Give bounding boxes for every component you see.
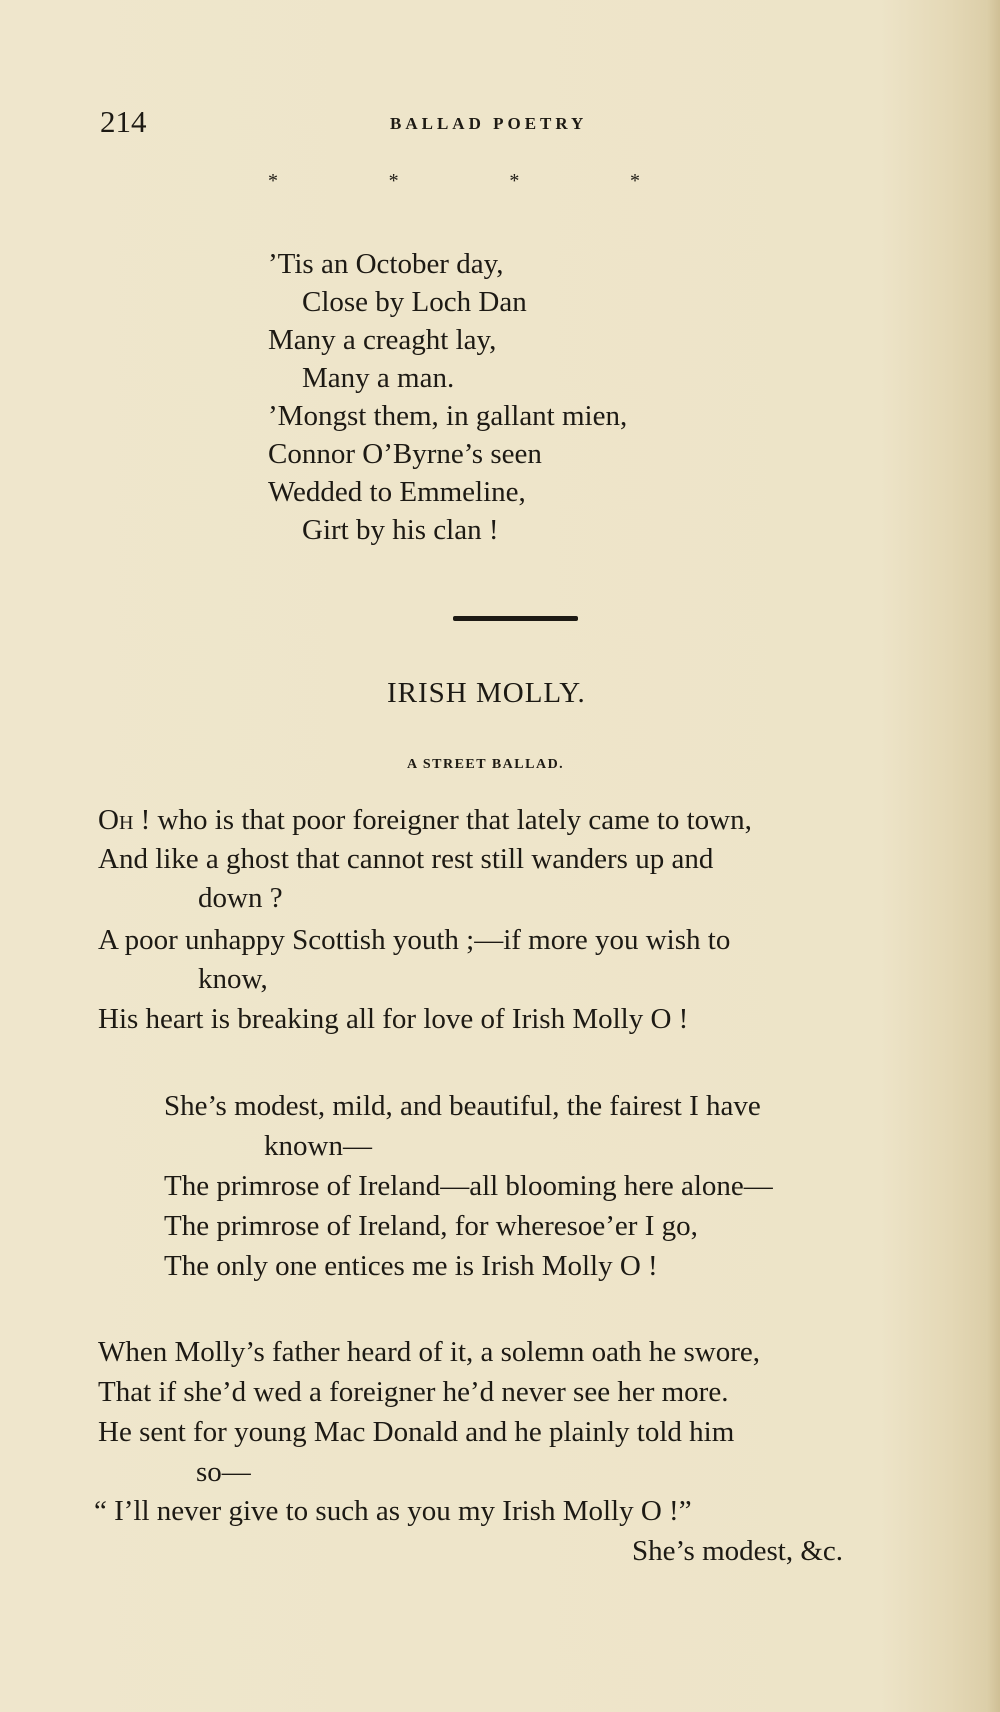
section-star: * [388, 170, 399, 192]
poem-line: ’Mongst them, in gallant mien, [268, 400, 628, 432]
poem-line: Wedded to Emmeline, [268, 476, 526, 508]
stanza-line [98, 804, 752, 837]
stanza-opening-word: Oh [98, 804, 134, 836]
chorus-line: The primrose of Ireland—all blooming here alone— [164, 1170, 773, 1202]
chorus-line: She’s modest, mild, and beautiful, the fairest I have [164, 1090, 761, 1122]
section-star: * [268, 170, 278, 192]
ballad-subtitle: A STREET BALLAD. [407, 757, 565, 772]
running-title: BALLAD POETRY [390, 114, 588, 133]
section-star: * [629, 170, 640, 192]
chorus-line: The primrose of Ireland, for wheresoe’er I go, [164, 1210, 698, 1242]
poem-line: Connor O’Byrne’s seen [268, 438, 542, 470]
poem-line: Girt by his clan ! [302, 514, 499, 546]
stanza-line: know, [198, 963, 268, 995]
stanza-line: so— [196, 1456, 251, 1488]
section-break-stars [268, 170, 640, 193]
page-edge-shadow [986, 0, 1000, 1712]
stanza-line: She’s modest, &c. [632, 1535, 844, 1567]
ballad-title: IRISH MOLLY. [387, 677, 586, 709]
stanza-line: down ? [198, 882, 283, 914]
stanza-line: That if she’d wed a foreigner he’d never see her more. [98, 1376, 729, 1408]
stanza-line: “ I’ll never give to such as you my Irish Molly O !” [94, 1495, 692, 1527]
section-rule [453, 616, 578, 621]
section-star: * [509, 170, 520, 192]
page-number: 214 [100, 104, 147, 139]
poem-line: Many a creaght lay, [268, 324, 497, 356]
stanza-line: His heart is breaking all for love of Irish Molly O ! [98, 1003, 689, 1035]
stanza-line: When Molly’s father heard of it, a solemn oath he swore, [98, 1336, 760, 1368]
stanza-line-text: ! who is that poor foreigner that lately came to town, [133, 804, 752, 836]
stanza-line: He sent for young Mac Donald and he plainly told him [98, 1416, 735, 1448]
stanza-line: A poor unhappy Scottish youth ;—if more you wish to [98, 924, 731, 956]
poem-line: ’Tis an October day, [268, 248, 504, 280]
poem-line: Close by Loch Dan [302, 286, 527, 318]
poem-line: Many a man. [302, 362, 455, 394]
stanza-line: And like a ghost that cannot rest still wanders up and [98, 843, 714, 875]
chorus-line: known— [264, 1130, 372, 1162]
chorus-line: The only one entices me is Irish Molly O ! [164, 1250, 658, 1282]
